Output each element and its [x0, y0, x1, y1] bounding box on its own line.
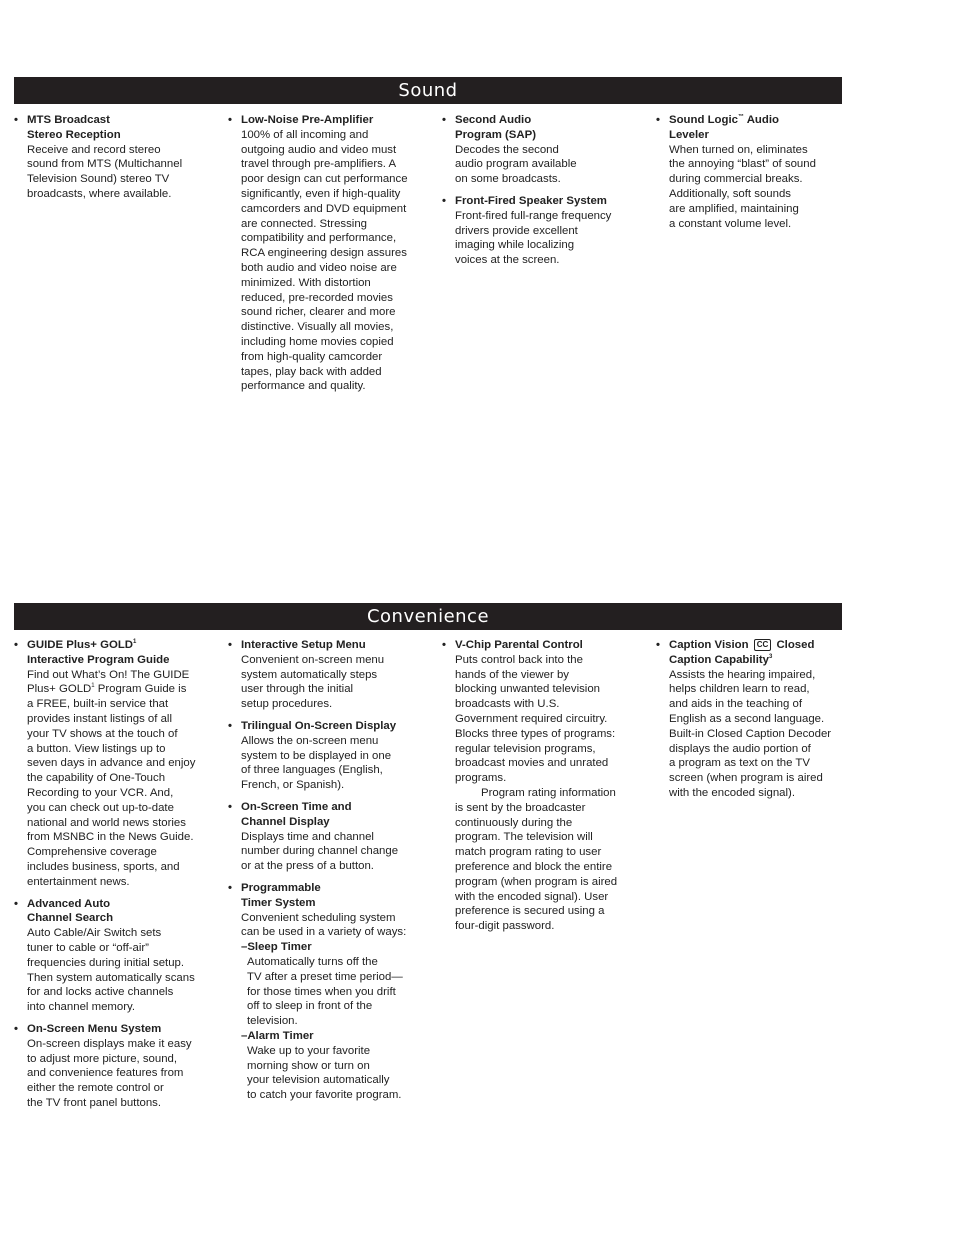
sound-column-2	[228, 113, 428, 401]
feature-title: Low-Noise Pre-Amplifier	[241, 114, 374, 126]
feature-vchip	[442, 638, 642, 934]
feature-setup-menu	[228, 638, 428, 712]
feature-body: Displays time and channel number during channel change or at the press of a button.	[241, 830, 399, 873]
feature-pre-amplifier	[228, 113, 428, 394]
convenience-column-2	[228, 638, 428, 1110]
bullet: •	[228, 114, 232, 126]
feature-front-fired-speakers	[442, 194, 642, 268]
feature-title: V-Chip Parental Control	[455, 639, 583, 651]
feature-title: On-Screen Menu System	[27, 1022, 162, 1035]
bullet: •	[228, 881, 232, 894]
sleep-timer	[241, 940, 428, 1029]
bullet: •	[656, 114, 660, 126]
convenience-section-heading: Convenience	[14, 603, 842, 630]
bullet: •	[442, 114, 446, 126]
feature-body: 100% of all incoming and outgoing audio and video must travel through pre-amplifiers. A poor design can cut performance significantly, even if high-quality camcorders and DVD equipment are connected. Stressing compatibility and performance, RCA engineering design assures both audio and video noise are minimized. With distortion reduced, pre-recorded movies sound richer, clearer and more distinctive. Visually all movies, including home movies copied from high-quality camcorder tapes, play back with added performance and quality.	[241, 128, 408, 393]
feature-body-paragraph: Program rating information	[481, 786, 616, 799]
feature-timer-system	[228, 881, 428, 1103]
feature-title: Interactive Setup Menu	[241, 639, 366, 651]
feature-body: Convenient on-screen menu system automatically steps user through the initial setup procedures.	[241, 653, 385, 711]
trademark-mark: ™	[737, 114, 744, 121]
sleep-timer-title: –Sleep Timer	[241, 941, 312, 954]
bullet: •	[228, 639, 232, 651]
feature-title: On-Screen Time and Channel Display	[241, 800, 352, 828]
feature-title: Second Audio Program (SAP)	[455, 114, 537, 141]
feature-title: Advanced Auto Channel Search	[27, 897, 114, 925]
feature-body: On-screen displays make it easy to adjust more picture, sound, and convenience features from either the remote control or the TV front panel buttons.	[27, 1037, 192, 1109]
feature-sound-logic	[656, 113, 846, 231]
bullet: •	[228, 719, 232, 732]
feature-guide-plus	[14, 638, 214, 890]
convenience-column-3	[442, 638, 642, 941]
feature-title: GUIDE Plus+ $GOLD^1$ Interactive Program Guide	[27, 639, 170, 666]
convenience-column-1	[14, 638, 214, 1118]
bullet: •	[442, 639, 446, 651]
feature-menu-system	[14, 1022, 214, 1111]
feature-auto-channel-search	[14, 897, 214, 1015]
closed-caption-icon: CC	[754, 639, 772, 651]
bullet: •	[656, 639, 660, 651]
feature-title: Trilingual On-Screen Display	[241, 719, 397, 732]
feature-title: Front-Fired Speaker System	[455, 194, 607, 207]
feature-body: Puts control back into the hands of the viewer by blocking unwanted television broadcasts with U.S. Government required circuitry. Blocks three types of programs: regular television programs, broadcast movies and unrated programs.	[455, 653, 616, 785]
bullet: •	[228, 800, 232, 813]
feature-body: Decodes the second audio program available on some broadcasts.	[455, 143, 577, 186]
feature-body: Auto Cable/Air Switch sets tuner to cable or “off-air” frequencies during initial setup. Then system automatically scans for and locks active channels into channel memory.	[27, 927, 195, 1014]
convenience-column-4	[656, 638, 846, 808]
alarm-timer	[241, 1029, 428, 1103]
feature-body: When turned on, eliminates the annoying “blast” of sound during commercial breaks. Additionally, soft sounds are amplified, maintaining a constant volume level.	[669, 143, 816, 230]
feature-body: Find out What’s On! The GUIDE Plus+ $GOLD^1$ Program Guide is a FREE, built-in service that provides instant listings of all your TV shows at the touch of a button. View listings up to seven days in advance and enjoy the capability of One-Touch Recording to your VCR. And, you can check out up-to-date national and world news stories from MSNBC in the News Guide. Comprehensive coverage includes business, sports, and entertainment news.	[27, 668, 196, 888]
bullet: •	[442, 194, 446, 207]
feature-title: Caption Vision CC Closed Caption Capability$^3$	[669, 639, 815, 666]
feature-trilingual-display	[228, 719, 428, 793]
sleep-timer-body: Automatically turns off the TV after a preset time period— for those times when you drift off to sleep in front of the television.	[247, 955, 403, 1028]
feature-body-continued: is sent by the broadcaster continuously during the program. The television will match program rating to user preference and block the entire program (when program is aired with the encoded signal). User preference is secured using a four-digit password.	[455, 801, 618, 933]
bullet: •	[14, 639, 18, 651]
feature-body: Allows the on-screen menu system to be displayed in one of three languages (English, French, or Spanish).	[241, 734, 392, 792]
sound-column-3	[442, 113, 642, 275]
bullet: •	[14, 897, 18, 910]
sound-column-4	[656, 113, 846, 238]
feature-title: Sound Logic™ Audio Leveler	[669, 114, 779, 141]
feature-title: MTS Broadcast Stereo Reception	[27, 114, 121, 141]
feature-caption-vision	[656, 638, 846, 801]
feature-body: Assists the hearing impaired, helps children learn to read, and aids in the teaching of English as a second language. Built-in Closed Caption Decoder displays the audio portion of a program as text on the TV screen (when program is aired with the encoded signal).	[669, 668, 832, 799]
feature-body: Front-fired full-range frequency drivers provide excellent imaging while localizing voices at the screen.	[455, 209, 612, 267]
bullet: •	[14, 1022, 18, 1035]
feature-title: Programmable Timer System	[241, 881, 321, 909]
feature-body: Receive and record stereo sound from MTS (Multichannel Television Sound) stereo TV broadcasts, where available.	[27, 143, 183, 200]
alarm-timer-title: –Alarm Timer	[241, 1029, 314, 1042]
sound-section-heading: Sound	[14, 77, 842, 104]
feature-sap	[442, 113, 642, 187]
feature-body: Convenient scheduling system can be used in a variety of ways:	[241, 911, 407, 939]
alarm-timer-body: Wake up to your favorite morning show or turn on your television automatically to catch your favorite program.	[247, 1044, 402, 1102]
sound-column-1	[14, 113, 204, 209]
feature-time-channel-display	[228, 800, 428, 874]
bullet: •	[14, 114, 18, 126]
feature-mts-stereo	[14, 113, 204, 202]
